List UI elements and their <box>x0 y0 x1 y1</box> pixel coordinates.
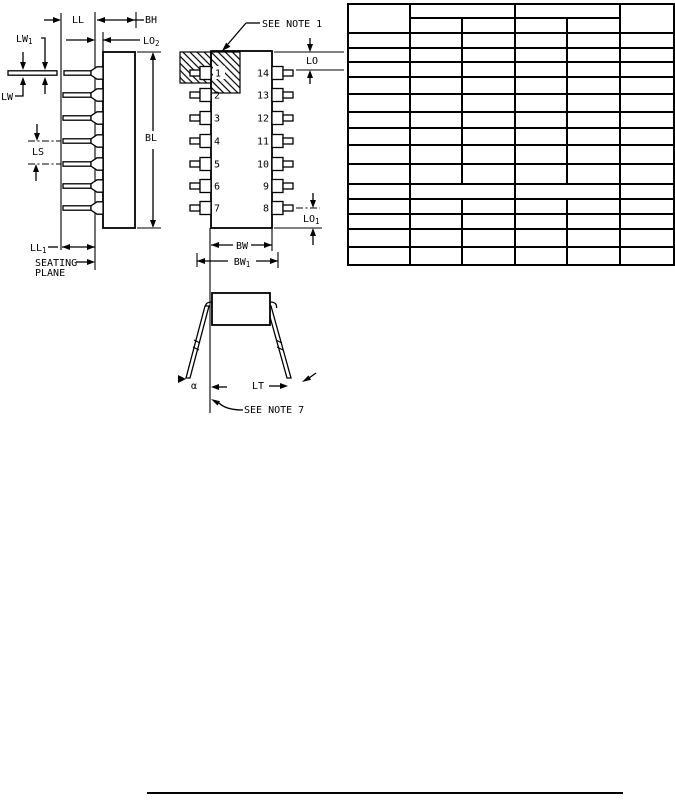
table-cell <box>410 247 463 265</box>
package-drawing <box>0 0 350 430</box>
label-alpha: α <box>191 381 198 392</box>
table-cell <box>515 48 567 62</box>
dim-lo2 <box>66 36 160 48</box>
table-cell <box>620 94 674 112</box>
table-cell <box>348 62 410 77</box>
table-cell <box>410 229 463 247</box>
see-note-1-callout <box>222 19 322 51</box>
table-cell <box>620 4 674 33</box>
side-leads <box>8 67 103 214</box>
label-lw: LW <box>1 92 14 103</box>
dim-ls <box>28 124 61 181</box>
top-view <box>180 19 344 269</box>
table-cell <box>515 214 567 229</box>
table-cell <box>462 33 515 48</box>
label-lo2: $LO_2$ <box>143 36 160 48</box>
label-ll: LL <box>72 15 85 26</box>
label-bw: BW <box>235 241 249 252</box>
table-cell <box>462 164 515 184</box>
label-plane: PLANE <box>35 268 66 279</box>
table-cell <box>567 247 621 265</box>
end-body <box>212 293 270 325</box>
label-lt: LT <box>252 381 265 392</box>
pin-label: 8 <box>262 203 269 215</box>
pin-label: 2 <box>214 90 221 102</box>
table-cell <box>515 199 567 214</box>
pin-label: 14 <box>256 68 269 80</box>
table-cell <box>515 62 567 77</box>
seating-plane-callout <box>35 258 95 279</box>
table-cell <box>348 112 410 128</box>
table-cell <box>462 229 515 247</box>
label-bh: BH <box>145 15 158 26</box>
table-cell <box>515 184 620 199</box>
table-cell <box>410 62 463 77</box>
table-cell <box>620 48 674 62</box>
table-cell <box>620 247 674 265</box>
table-cell <box>410 128 463 145</box>
table-cell <box>620 184 674 199</box>
table-cell <box>410 77 463 94</box>
table-cell <box>410 184 515 199</box>
table-cell <box>515 33 567 48</box>
table-cell <box>462 18 515 33</box>
pin-label: 1 <box>215 68 222 80</box>
table-cell <box>515 94 567 112</box>
label-ll1: $LL_1$ <box>30 243 47 255</box>
table-cell <box>410 214 463 229</box>
table-cell <box>462 214 515 229</box>
table-cell <box>515 18 567 33</box>
table-cell <box>462 112 515 128</box>
label-lo: LO <box>306 56 319 67</box>
table-cell <box>348 4 410 33</box>
pin-label: 5 <box>214 159 221 171</box>
dim-bw1 <box>197 252 278 269</box>
footer-rule <box>147 792 623 794</box>
table-cell <box>515 145 567 164</box>
dim-bh <box>97 15 157 26</box>
pin-label: 10 <box>256 159 269 171</box>
table-cell <box>620 164 674 184</box>
table-cell <box>410 145 463 164</box>
pin-label: 3 <box>214 113 221 125</box>
table-cell <box>348 164 410 184</box>
table-cell <box>348 214 410 229</box>
dimension-table <box>347 3 675 266</box>
label-bw1: $BW_1$ <box>233 257 251 269</box>
table-cell <box>410 164 463 184</box>
pin-label: 12 <box>256 113 269 125</box>
table-cell <box>515 112 567 128</box>
top-pins-left <box>190 67 211 215</box>
table-cell <box>462 199 515 214</box>
table-cell <box>620 62 674 77</box>
table-cell <box>620 145 674 164</box>
table-cell <box>567 164 621 184</box>
table-cell <box>462 247 515 265</box>
table-cell <box>567 214 621 229</box>
table-cell <box>515 4 620 18</box>
table-cell <box>462 145 515 164</box>
label-lw1: $LW_1$ <box>16 34 33 46</box>
table-cell <box>348 184 410 199</box>
table-cell <box>410 33 463 48</box>
dim-ll <box>44 15 84 26</box>
pin-label: 4 <box>214 136 221 148</box>
table-cell <box>567 112 621 128</box>
dim-bw <box>211 228 272 252</box>
table-cell <box>410 94 463 112</box>
table-cell <box>620 128 674 145</box>
dim-lo1 <box>274 193 322 245</box>
table-cell <box>348 94 410 112</box>
pin-label: 7 <box>214 203 221 215</box>
table-cell <box>462 128 515 145</box>
table-cell <box>410 18 463 33</box>
table-cell <box>515 164 567 184</box>
label-see-note-1: SEE NOTE 1 <box>262 19 323 30</box>
table-cell <box>620 33 674 48</box>
table-cell <box>567 48 621 62</box>
table-cell <box>515 77 567 94</box>
table-cell <box>348 77 410 94</box>
table-cell <box>462 77 515 94</box>
table-cell <box>348 128 410 145</box>
table-cell <box>567 229 621 247</box>
table-cell <box>462 48 515 62</box>
table-cell <box>567 94 621 112</box>
table-cell <box>410 199 463 214</box>
top-pins-right <box>272 67 293 215</box>
pin-label: 6 <box>214 181 221 193</box>
label-ls: LS <box>32 147 45 158</box>
table-cell <box>515 128 567 145</box>
pin-label: 13 <box>256 90 269 102</box>
table-cell <box>410 48 463 62</box>
table-cell <box>410 112 463 128</box>
dim-alpha <box>178 375 227 392</box>
dim-lw <box>1 77 26 103</box>
table-cell <box>515 247 567 265</box>
table-cell <box>620 214 674 229</box>
table-cell <box>567 77 621 94</box>
dim-bl <box>145 52 157 228</box>
label-bl: BL <box>144 133 158 144</box>
pin-label: 9 <box>262 181 269 193</box>
table-cell <box>620 199 674 214</box>
table-cell <box>567 128 621 145</box>
table-cell <box>620 112 674 128</box>
side-view <box>1 12 161 279</box>
dim-lt <box>252 373 316 392</box>
table-cell <box>348 145 410 164</box>
table-cell <box>462 62 515 77</box>
table-cell <box>567 33 621 48</box>
see-note-7-callout <box>211 399 304 416</box>
label-seating: SEATING <box>35 258 78 269</box>
dim-lo <box>274 38 344 84</box>
table-cell <box>348 33 410 48</box>
table-cell <box>348 199 410 214</box>
table-cell <box>567 145 621 164</box>
table-cell <box>348 48 410 62</box>
table-cell <box>462 94 515 112</box>
table-cell <box>515 229 567 247</box>
dim-ll1 <box>30 243 95 255</box>
pin-label: 11 <box>256 136 269 148</box>
table-cell <box>348 247 410 265</box>
table-cell <box>567 62 621 77</box>
table-cell <box>410 4 515 18</box>
table-cell <box>567 199 621 214</box>
table-cell <box>620 77 674 94</box>
label-see-note-7: SEE NOTE 7 <box>244 405 305 416</box>
label-lo1: $LO_1$ <box>303 214 320 226</box>
side-body <box>103 52 135 228</box>
table-cell <box>620 229 674 247</box>
table-cell <box>348 229 410 247</box>
table-cell <box>567 18 621 33</box>
